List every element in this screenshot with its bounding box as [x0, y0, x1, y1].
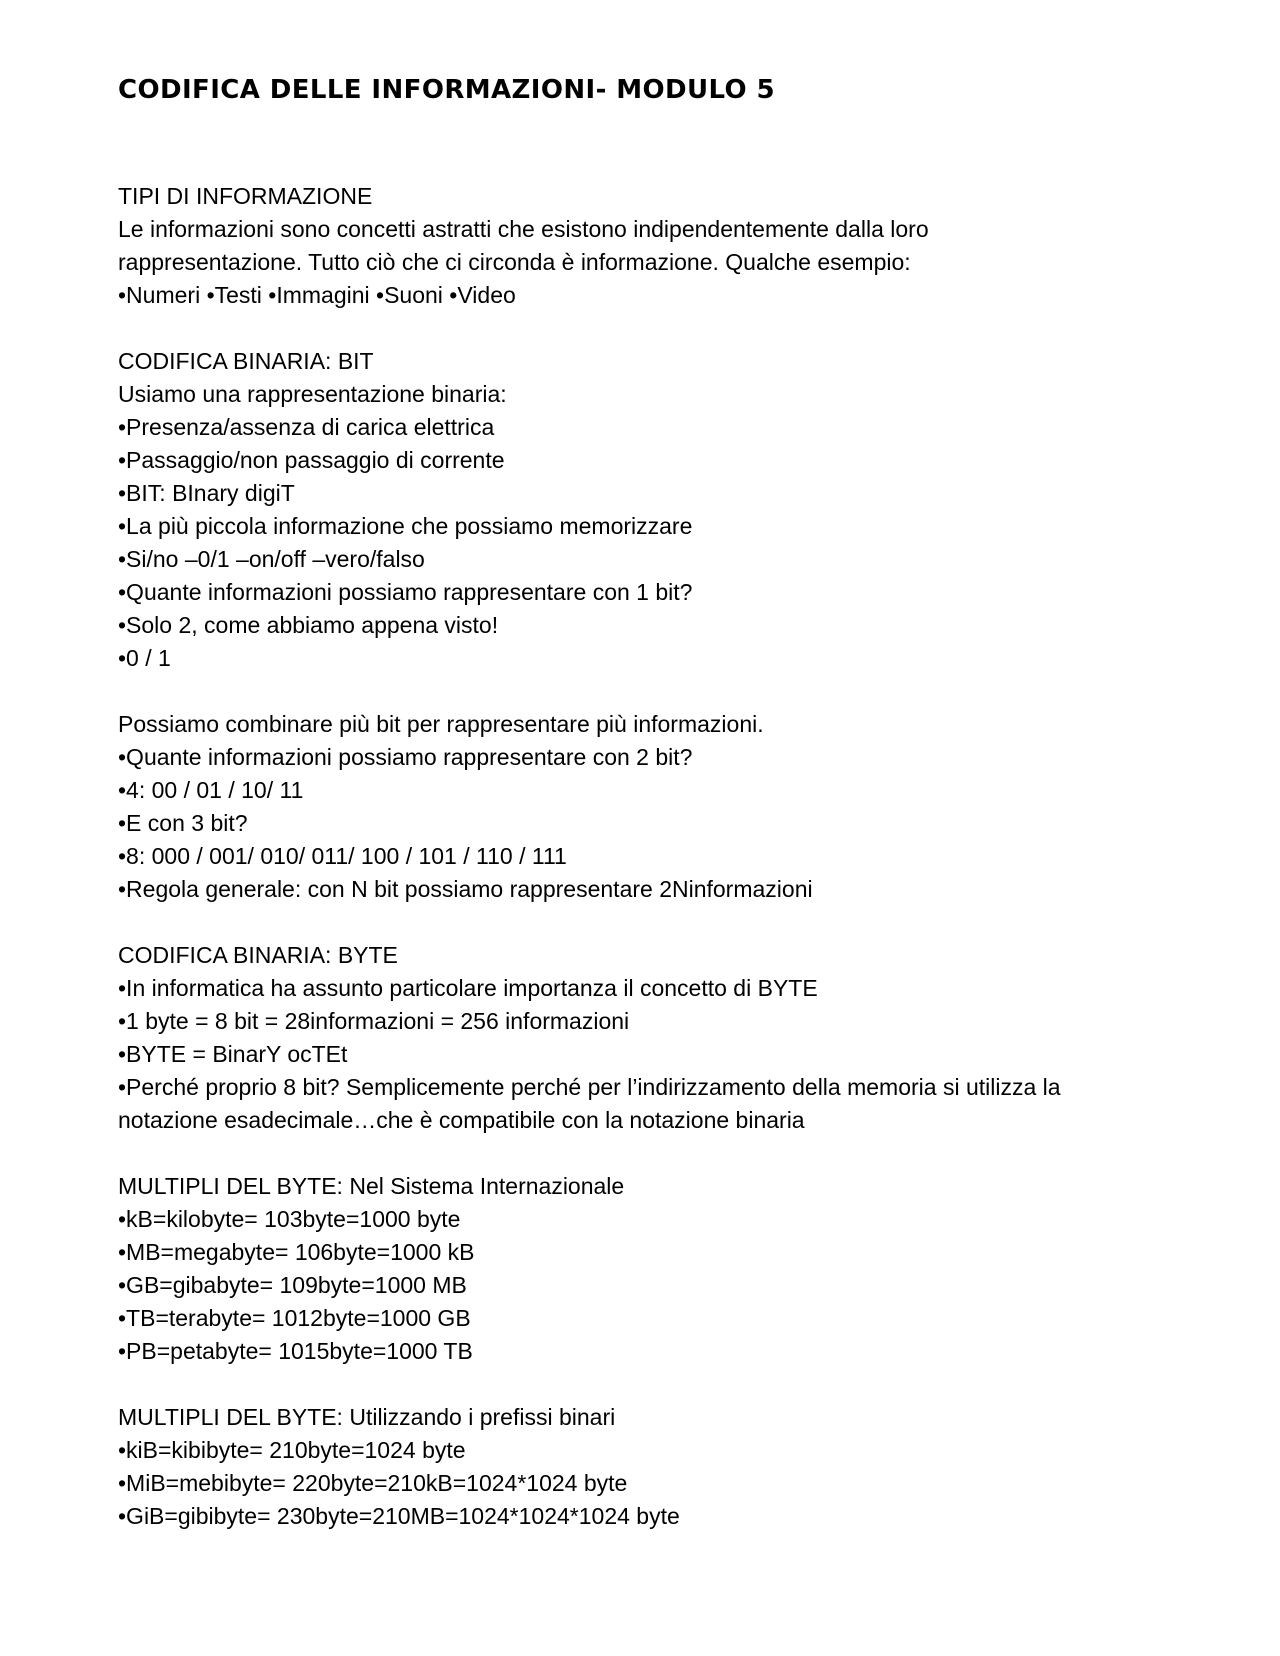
section-4: [118, 939, 1168, 1137]
section-1: [118, 180, 1168, 312]
text-line: •Passaggio/non passaggio di corrente: [118, 447, 505, 473]
text-line: •E con 3 bit?: [118, 810, 248, 836]
text-line: •Quante informazioni possiamo rappresentare con 1 bit?: [118, 579, 693, 605]
text-line: •BYTE = BinarY ocTEt: [118, 1041, 348, 1067]
text-line: •0 / 1: [118, 645, 171, 671]
text-line: •MiB=mebibyte= 220byte=210kB=1024*1024 byte: [118, 1470, 628, 1496]
text-line: •Regola generale: con N bit possiamo rappresentare 2Ninformazioni: [118, 876, 813, 902]
text-line: •La più piccola informazione che possiamo memorizzare: [118, 513, 693, 539]
text-line: Possiamo combinare più bit per rappresentare più informazioni.: [118, 711, 764, 737]
text-line: •kiB=kibibyte= 210byte=1024 byte: [118, 1437, 466, 1463]
document-title: CODIFICA DELLE INFORMAZIONI- MODULO 5: [118, 75, 775, 105]
paragraph-gap: [118, 1368, 1168, 1401]
text-line: •Solo 2, come abbiamo appena visto!: [118, 612, 499, 638]
text-line: notazione esadecimale…che è compatibile con la notazione binaria: [118, 1107, 805, 1133]
text-line: •In informatica ha assunto particolare importanza il concetto di BYTE: [118, 975, 818, 1001]
text-line: Le informazioni sono concetti astratti che esistono indipendentemente dalla loro: [118, 216, 929, 242]
document-page: [118, 66, 1168, 1533]
paragraph-gap: [118, 675, 1168, 708]
paragraph-gap: [118, 312, 1168, 345]
title-spacing: [118, 114, 1168, 180]
section-heading: TIPI DI INFORMAZIONE: [118, 183, 373, 209]
section-2: [118, 345, 1168, 675]
text-line: •4: 00 / 01 / 10/ 11: [118, 777, 304, 803]
text-line: •1 byte = 8 bit = 28informazioni = 256 informazioni: [118, 1008, 630, 1034]
text-line: •Si/no –0/1 –on/off –vero/falso: [118, 546, 425, 572]
text-line: •MB=megabyte= 106byte=1000 kB: [118, 1239, 475, 1265]
paragraph-gap: [118, 906, 1168, 939]
paragraph-gap: [118, 1137, 1168, 1170]
text-line: •GiB=gibibyte= 230byte=210MB=1024*1024*1024 byte: [118, 1503, 680, 1529]
section-5: [118, 1170, 1168, 1368]
text-line: •TB=terabyte= 1012byte=1000 GB: [118, 1305, 471, 1331]
section-heading: CODIFICA BINARIA: BIT: [118, 348, 374, 374]
text-line: •PB=petabyte= 1015byte=1000 TB: [118, 1338, 473, 1364]
text-line: rappresentazione. Tutto ciò che ci circonda è informazione. Qualche esempio:: [118, 249, 911, 275]
text-line: Usiamo una rappresentazione binaria:: [118, 381, 507, 407]
text-line: •kB=kilobyte= 103byte=1000 byte: [118, 1206, 461, 1232]
document-body: [118, 180, 1168, 1533]
text-line: •GB=gibabyte= 109byte=1000 MB: [118, 1272, 467, 1298]
section-3: [118, 708, 1168, 906]
text-line: •Perché proprio 8 bit? Semplicemente perché per l’indirizzamento della memoria si utilizza la: [118, 1074, 1061, 1100]
text-line: •Numeri •Testi •Immagini •Suoni •Video: [118, 282, 516, 308]
text-line: •Presenza/assenza di carica elettrica: [118, 414, 495, 440]
text-line: •Quante informazioni possiamo rappresentare con 2 bit?: [118, 744, 693, 770]
section-heading: MULTIPLI DEL BYTE: Nel Sistema Internazionale: [118, 1173, 625, 1199]
section-heading: CODIFICA BINARIA: BYTE: [118, 942, 398, 968]
text-line: •8: 000 / 001/ 010/ 011/ 100 / 101 / 110 / 111: [118, 843, 567, 869]
section-6: [118, 1401, 1168, 1533]
section-heading: MULTIPLI DEL BYTE: Utilizzando i prefissi binari: [118, 1404, 616, 1430]
text-line: •BIT: BInary digiT: [118, 480, 295, 506]
